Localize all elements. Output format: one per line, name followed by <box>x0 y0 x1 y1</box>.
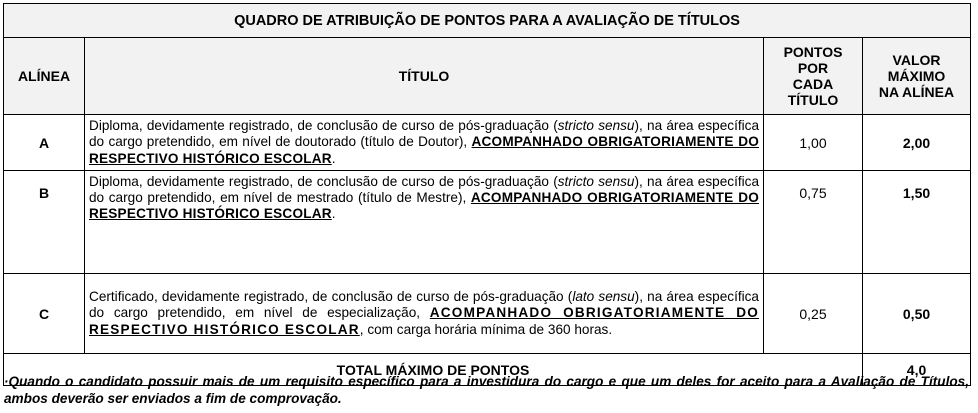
valor-maximo-cell: 2,00 <box>863 115 971 171</box>
titulo-description <box>85 171 764 274</box>
requirement-emphasis: ACOMPANHADO OBRIGATORIAMENTE DO RESPECTIVO HISTÓRICO ESCOLAR <box>89 134 759 166</box>
pontos-cell: 1,00 <box>764 115 863 171</box>
header-pontos-line: POR <box>797 60 829 76</box>
table-row-a <box>4 115 971 171</box>
description-text: . <box>331 206 336 222</box>
table-header-row <box>4 38 971 115</box>
titulo-description <box>85 274 764 354</box>
header-valor-line: VALOR <box>892 52 941 68</box>
description-text: ), na área específica do cargo pretendido, em nível de doutorado (título de Doutor), <box>89 118 760 150</box>
table-row-b <box>4 171 971 274</box>
header-titulo: TÍTULO <box>85 38 764 115</box>
total-value: 4,0 <box>863 354 971 386</box>
header-valor-line: MÁXIMO <box>887 68 946 84</box>
requirement-emphasis: ACOMPANHADO OBRIGATORIAMENTE DO RESPECTIVO HISTÓRICO ESCOLAR <box>89 190 759 222</box>
description-text: Certificado, devidamente registrado, de conclusão de curso de pós-graduação ( <box>89 289 573 305</box>
table-row-c <box>4 274 971 354</box>
header-alinea: ALÍNEA <box>4 38 85 115</box>
description-block <box>89 171 759 223</box>
description-italic: lato sensu <box>572 289 635 305</box>
titulo-description <box>85 115 764 171</box>
description-text: , com carga horária mínima de 360 horas. <box>359 321 613 337</box>
alinea-cell: A <box>4 115 85 171</box>
header-pontos-line: PONTOS <box>783 44 843 60</box>
requirement-emphasis: ACOMPANHADO OBRIGATORIAMENTE DO RESPECTIVO HISTÓRICO ESCOLAR <box>89 305 760 337</box>
header-pontos-line: CADA <box>792 76 834 92</box>
points-table <box>3 3 971 386</box>
header-pontos-line: TÍTULO <box>787 92 839 108</box>
table-title: QUADRO DE ATRIBUIÇÃO DE PONTOS PARA A AVALIAÇÃO DE TÍTULOS <box>4 4 971 38</box>
valor-maximo-cell: 0,50 <box>863 274 971 354</box>
pontos-cell: 0,75 <box>764 171 863 274</box>
description-text: Diploma, devidamente registrado, de conclusão de curso de pós-graduação ( <box>89 174 558 189</box>
description-text: Diploma, devidamente registrado, de conclusão de curso de pós-graduação ( <box>89 118 558 134</box>
alinea-cell: B <box>4 171 85 274</box>
valor-maximo-cell: 1,50 <box>863 171 971 274</box>
alinea-cell: C <box>4 274 85 354</box>
description-text: ), na área específica do cargo pretendido, em nível de mestrado (título de Mestre), <box>89 174 760 206</box>
header-valor <box>863 38 971 115</box>
header-valor-line: NA ALÍNEA <box>878 84 955 100</box>
pontos-cell: 0,25 <box>764 274 863 354</box>
description-text: ), na área específica do cargo pretendido, em nível de especialização, <box>89 289 759 321</box>
description-italic: stricto sensu <box>557 174 635 189</box>
header-pontos <box>764 38 863 115</box>
footnote: ·Quando o candidato possuir mais de um requisito específico para a investidura do cargo e que um deles for aceito para a Avaliação de Títulos, ambos deverão ser enviados a fim de comprovação. <box>4 374 969 406</box>
total-label: TOTAL MÁXIMO DE PONTOS <box>4 354 863 386</box>
description-italic: stricto sensu <box>557 118 635 134</box>
description-text: . <box>331 150 336 166</box>
